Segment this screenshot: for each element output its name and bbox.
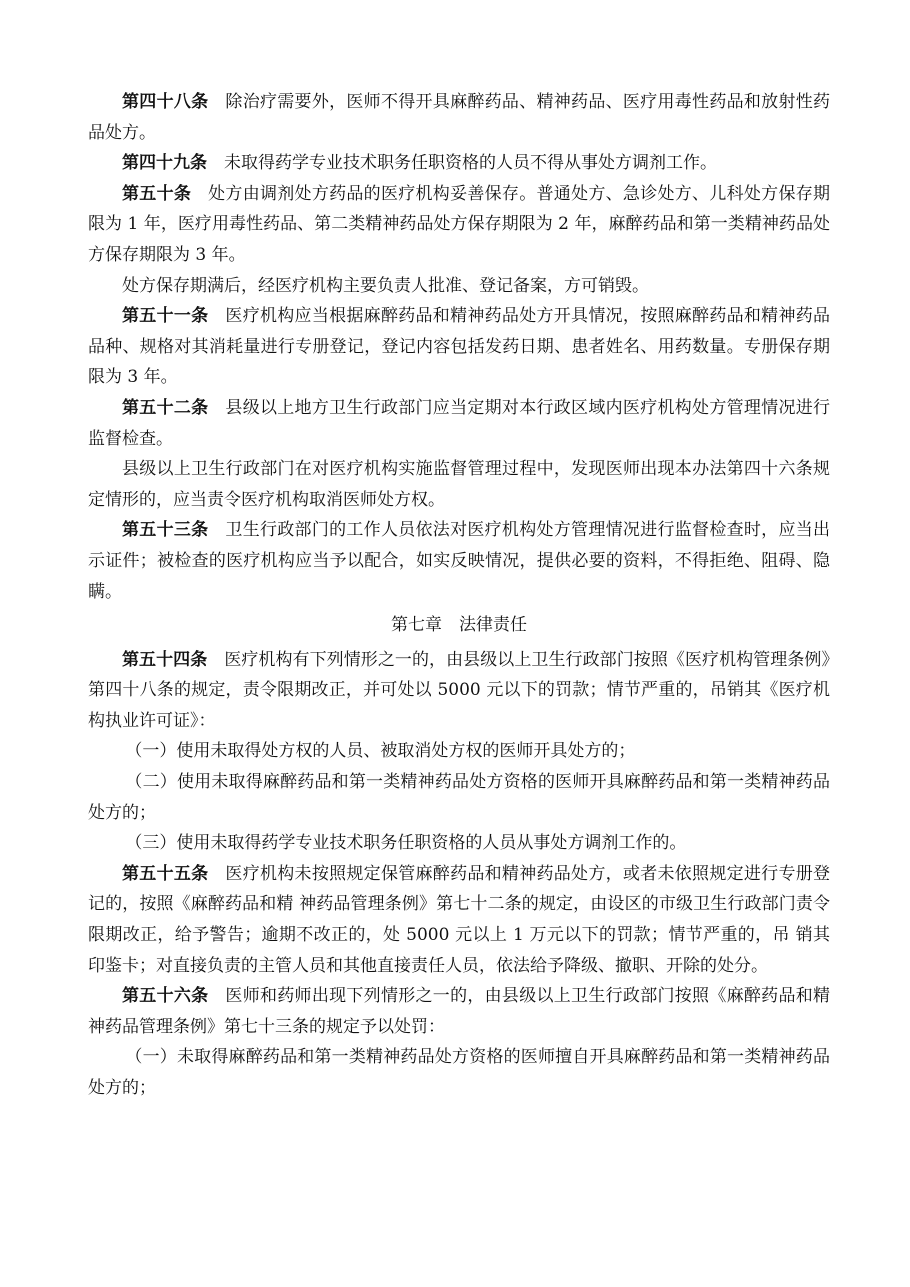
paragraph-text: 处方保存期满后，经医疗机构主要负责人批准、登记备案，方可销毁。	[122, 275, 649, 296]
list-item: （三）使用未取得药学专业技术职务任职资格的人员从事处方调剂工作的。	[125, 833, 687, 854]
paragraph-text: 县级以上卫生行政部门在对医疗机构实施监督管理过程中，发现医师出现本办法第四十六条规定情形的，应当责令医疗机构取消医师处方权。	[88, 459, 830, 510]
paragraph-article-51	[88, 301, 830, 393]
paragraph-article-54	[88, 645, 830, 737]
article-number: 第五十五条	[122, 863, 209, 884]
article-number: 第四十九条	[122, 153, 207, 174]
article-number: 第五十六条	[122, 986, 209, 1007]
article-number: 第四十八条	[122, 92, 209, 112]
article-number: 第五十一条	[122, 306, 209, 327]
document-page	[88, 87, 830, 1104]
list-item: （一）使用未取得处方权的人员、被取消处方权的医师开具处方的；	[125, 741, 636, 762]
paragraph-article-52	[88, 393, 830, 454]
article-text: 医疗机构未按照规定保管麻醉药品和精神药品处方，或者未依照规定进行专册登记的，按照《麻醉药品和精 神药品管理条例》第七十二条的规定，由设区的市级卫生行政部门责令限期改正，给予警告；逾期不改正的，处 5000 元以上 1 万元以下的罚款；情节严重的，吊 销其印鉴卡；对直接负责的主管人员和其他直接责任人员，依法给予降级、撤职、开除的处分。	[88, 863, 831, 976]
paragraph-article-55	[88, 859, 830, 981]
paragraph-article-50	[88, 179, 830, 271]
article-text: 医疗机构应当根据麻醉药品和精神药品处方开具情况，按照麻醉药品和精神药品品种、规格对其消耗量进行专册登记，登记内容包括发药日期、患者姓名、用药数量。专册保存期限为 3 年。	[88, 306, 831, 388]
article-number: 第五十三条	[122, 520, 209, 541]
article-number: 第五十四条	[122, 649, 208, 670]
paragraph-article-48	[88, 87, 830, 148]
list-item: （二）使用未取得麻醉药品和第一类精神药品处方资格的医师开具麻醉药品和第一类精神药品处方的；	[88, 772, 830, 823]
article-number: 第五十二条	[122, 397, 209, 418]
article-text: 未取得药学专业技术职务任职资格的人员不得从事处方调剂工作。	[224, 153, 717, 174]
article-text: 医疗机构有下列情形之一的，由县级以上卫生行政部门按照《医疗机构管理条例》第四十八条的规定，责令限期改正，并可处以 5000 元以下的罚款；情节严重的，吊销其《医疗机构执业许可证》：	[88, 649, 830, 731]
section-lower	[88, 645, 830, 1104]
paragraph-article-49	[88, 148, 830, 179]
paragraph-article-53	[88, 515, 830, 607]
paragraph-article-52-continued	[88, 454, 830, 515]
chapter-title: 第七章 法律责任	[391, 615, 527, 636]
article-text: 医师和药师出现下列情形之一的，由县级以上卫生行政部门按照《麻醉药品和精神药品管理条例》第七十三条的规定予以处罚：	[88, 986, 831, 1037]
article-text: 县级以上地方卫生行政部门应当定期对本行政区域内医疗机构处方管理情况进行监督检查。	[88, 397, 831, 449]
article-text: 处方由调剂处方药品的医疗机构妥善保存。普通处方、急诊处方、儿科处方保存期限为 1 年，医疗用毒性药品、第二类精神药品处方保存期限为 2 年，麻醉药品和第一类精神药品处方保存期限为 3 年。	[88, 183, 831, 265]
article-number: 第五十条	[122, 183, 192, 204]
section-upper	[88, 87, 830, 607]
list-item: （一）未取得麻醉药品和第一类精神药品处方资格的医师擅自开具麻醉药品和第一类精神药品处方的；	[88, 1047, 830, 1098]
article-text: 除治疗需要外，医师不得开具麻醉药品、精神药品、医疗用毒性药品和放射性药品处方。	[88, 92, 831, 143]
article-text: 卫生行政部门的工作人员依法对医疗机构处方管理情况进行监督检查时，应当出示证件；被检查的医疗机构应当予以配合，如实反映情况，提供必要的资料，不得拒绝、阻碍、隐瞒。	[88, 520, 831, 602]
paragraph-article-56	[88, 981, 830, 1042]
paragraph-article-50-continued	[88, 271, 830, 302]
